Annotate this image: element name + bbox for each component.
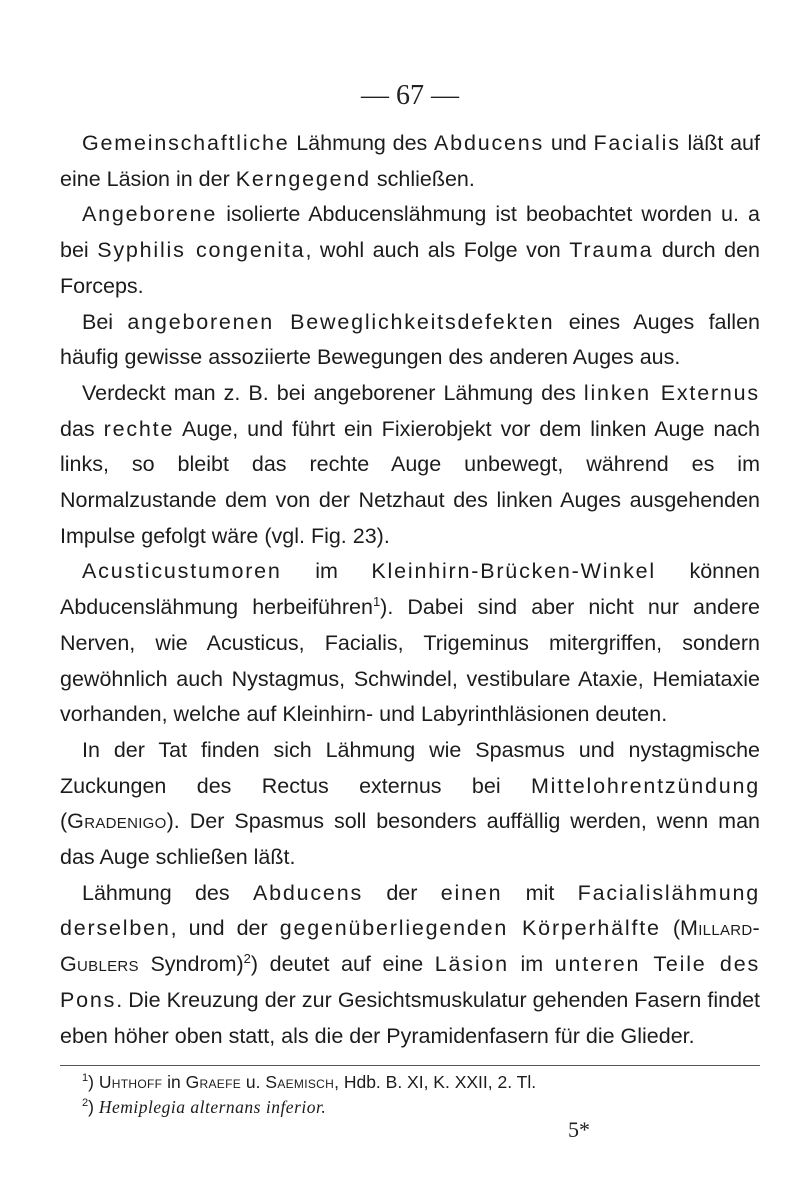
emphasis: gegenüberliegenden Körperhälfte	[279, 916, 661, 941]
footnote-ref: 1	[372, 593, 381, 609]
text-run: Syndrom)	[138, 952, 244, 977]
text-run: durch den Forceps.	[60, 238, 760, 298]
text-run: )	[88, 1097, 99, 1117]
footnote-2	[82, 1095, 762, 1120]
text-run: , Hdb. B. XI, K. XXII, 2. Tl.	[334, 1072, 537, 1092]
text-run: Bei	[82, 309, 128, 334]
author-name: Uhthoff	[98, 1072, 163, 1092]
paragraph-2	[60, 197, 760, 304]
author-name: Millard-Gublers	[60, 916, 760, 977]
emphasis: Kleinhirn-Brücken-Winkel	[371, 559, 656, 584]
text-run: )	[88, 1072, 99, 1092]
text-run: . Die Kreuzung der zur Gesichtsmuskulatur gehenden Fasern findet eben höher oben statt, als die der Pyramidenfasern für die Glieder.	[60, 987, 760, 1048]
text-run: (	[60, 809, 68, 834]
text-run: (	[660, 916, 680, 941]
paragraph-6	[60, 733, 760, 876]
text-run: u.	[241, 1072, 266, 1092]
paragraph-4	[60, 376, 760, 555]
emphasis: Syphilis congenita	[97, 238, 306, 263]
emphasis: unteren Teile des Pons	[60, 952, 760, 1012]
latin-term: Hemiplegia alternans inferior.	[98, 1097, 327, 1117]
text-run: ) deutet auf eine	[250, 952, 435, 977]
paragraph-1	[60, 126, 760, 197]
emphasis: Kerngegend	[235, 166, 371, 191]
emphasis: Acusticustumoren	[82, 559, 282, 584]
emphasis: angeborenen Beweglichkeitsdefekten	[127, 309, 555, 334]
text-run: Verdeckt man z. B. bei angeborener Lähmung des	[82, 380, 584, 405]
emphasis: Abducens	[252, 880, 363, 905]
text-run: das	[60, 416, 104, 441]
text-run: In der Tat finden sich Lähmung wie Spasmus und nystagmische Zuckungen des Rectus externus bei	[60, 737, 760, 798]
text-run: läßt auf eine Läsion in der	[60, 131, 760, 191]
text-run: , wohl auch als Folge von	[305, 238, 570, 263]
author-name: Graefe	[185, 1072, 242, 1092]
footnote-1	[82, 1070, 762, 1095]
text-run: im	[281, 559, 372, 584]
text-run: schließen.	[370, 166, 475, 191]
text-run: ). Dabei sind aber nicht nur andere Nerven, wie Acusticus, Facialis, Trigeminus mitergriffen, sondern gewöhnlich auch Nystagmus, Schwindel, vestibulare Ataxie, Hemiataxie vorhanden, welche auf Kleinhirn- und Labyrinthläsionen deuten.	[60, 595, 760, 727]
paragraph-5	[60, 554, 760, 733]
text-run: ). Der Spasmus soll besonders auffällig werden, wenn man das Auge schließen läßt.	[60, 809, 760, 870]
text-run: Lähmung des	[82, 880, 253, 905]
author-name: Saemisch	[265, 1072, 335, 1092]
paragraph-7	[60, 876, 760, 1055]
emphasis: Angeborene	[82, 202, 218, 227]
emphasis: einen	[440, 880, 503, 905]
body-text	[60, 126, 760, 1054]
emphasis: Facialis	[593, 131, 681, 155]
text-run: der	[363, 880, 441, 905]
emphasis: rechte	[103, 416, 175, 441]
footnote-mark: 1	[82, 1072, 89, 1085]
emphasis: Läsion	[434, 952, 509, 977]
text-run: Lähmung des	[289, 131, 435, 155]
text-run: , und der	[170, 916, 280, 941]
footnote-mark: 2	[82, 1097, 89, 1110]
text-run: und	[544, 131, 594, 155]
footnotes	[82, 1070, 762, 1120]
text-run: isolierte Abducenslähmung ist beobachtet worden u. a bei	[60, 202, 760, 263]
footnote-ref: 2	[243, 951, 251, 967]
text-run: mit	[502, 880, 578, 905]
page-number: — 67 —	[361, 80, 459, 111]
emphasis: Gemeinschaftliche	[82, 131, 290, 155]
text-run: Auge, und führt ein Fixierobjekt vor dem linken Auge nach links, so bleibt das rechte Auge unbewegt, während es im Normalzustande dem von der Netzhaut des linken Auges ausgehenden Impulse gefolgt wäre (vgl. Fig. 23).	[60, 416, 761, 548]
emphasis: Abducens	[434, 131, 545, 155]
emphasis: Trauma	[569, 238, 654, 263]
text-run: im	[508, 952, 555, 977]
text-run: eines Auges fallen häufig gewisse assoziierte Bewegungen des anderen Auges aus.	[60, 309, 760, 370]
emphasis: Facialislähmung derselben	[60, 880, 761, 941]
footnote-divider	[60, 1065, 760, 1066]
signature-mark: 5*	[568, 1117, 590, 1142]
text-run: können Abducenslähmung herbeiführen	[60, 559, 760, 620]
author-name: Gradenigo	[67, 809, 167, 834]
paragraph-3	[60, 305, 760, 376]
emphasis: Mittelohrentzündung	[530, 773, 760, 798]
emphasis: linken Externus	[583, 380, 760, 405]
text-run: in	[162, 1072, 186, 1092]
